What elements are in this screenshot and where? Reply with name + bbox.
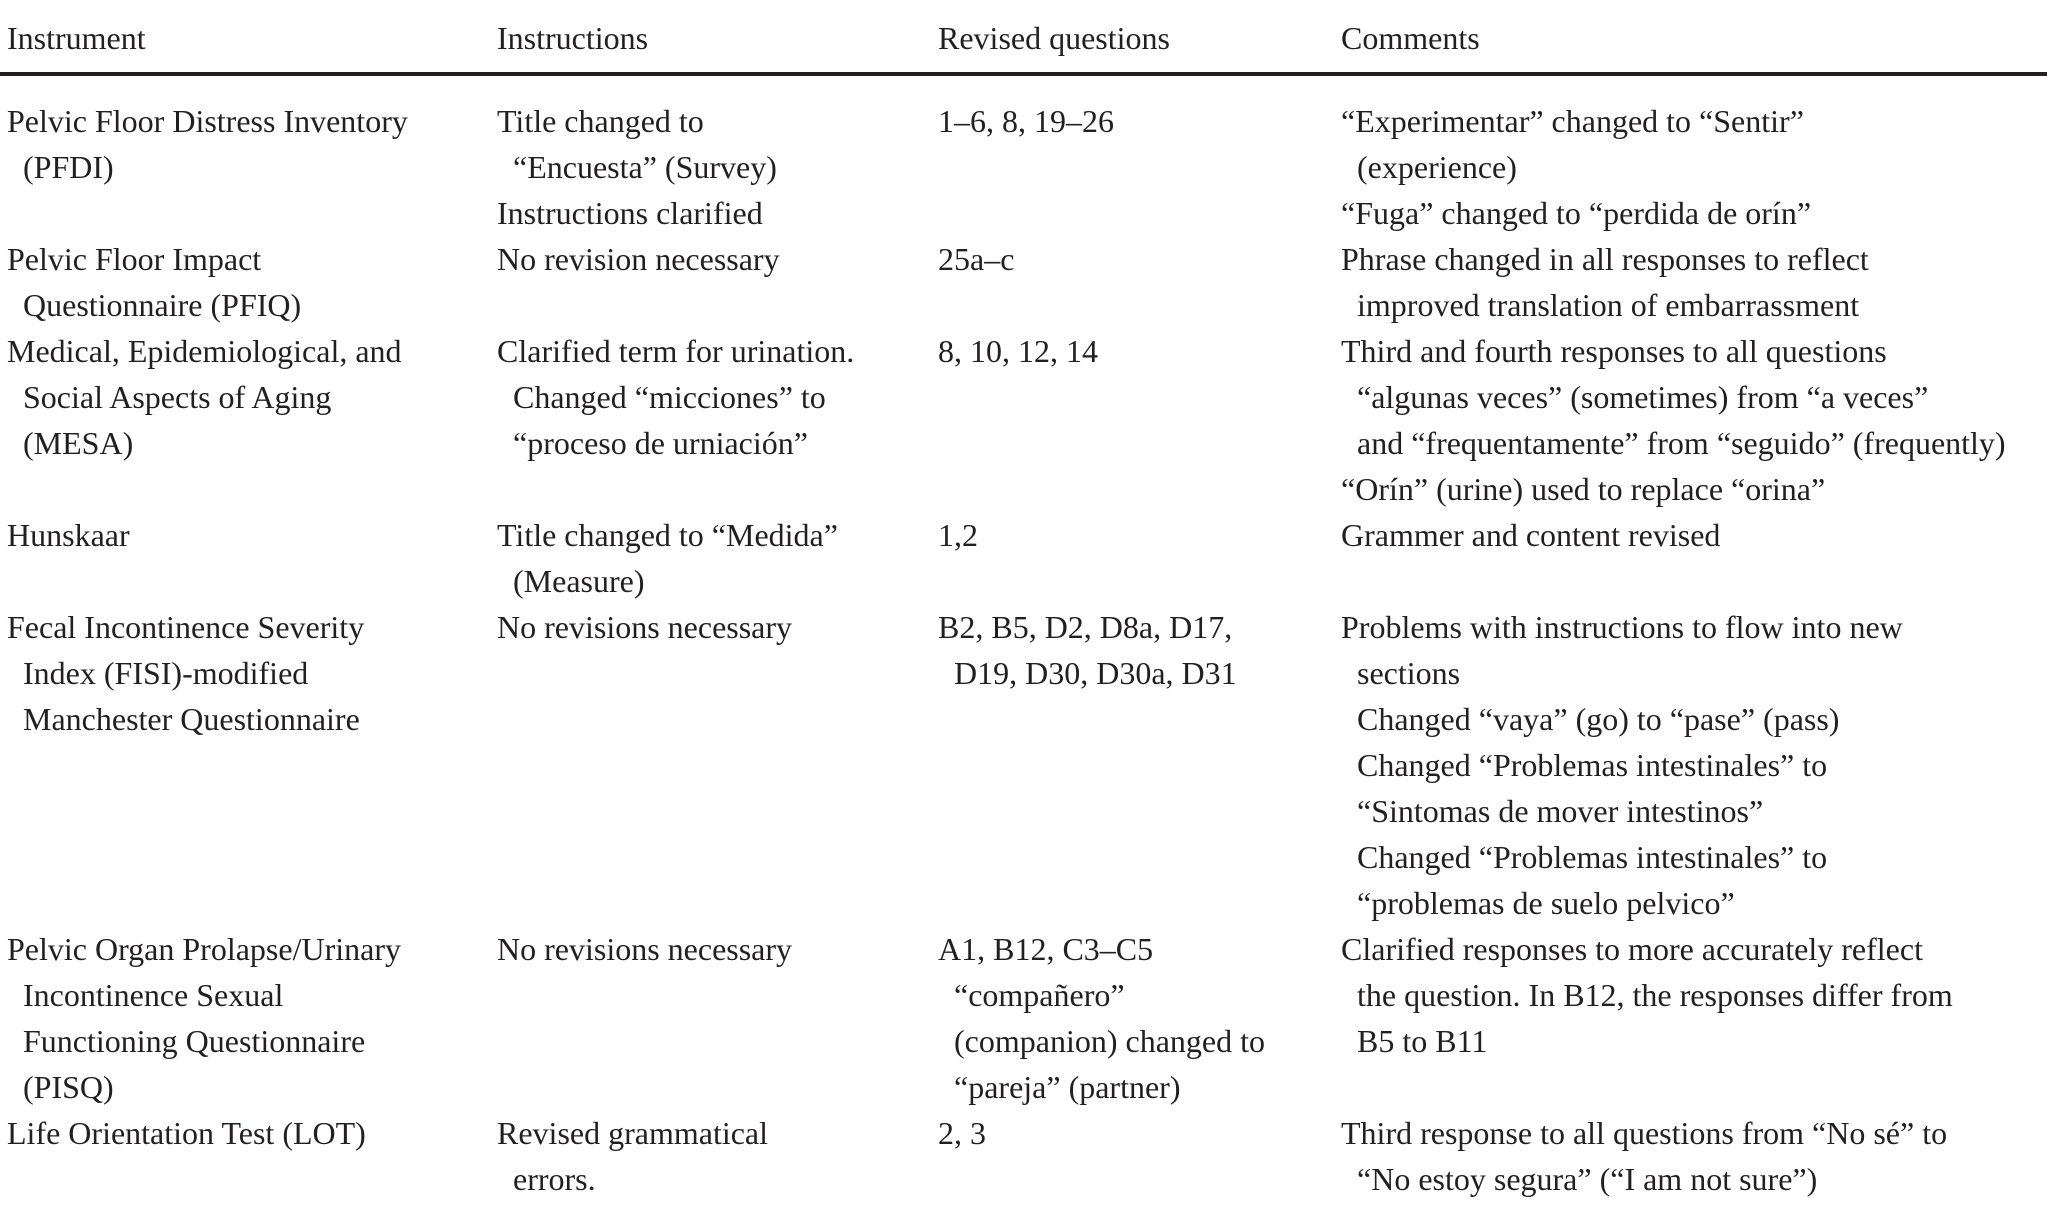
cell-line: “problemas de suelo pelvico”: [1341, 885, 1735, 921]
cell-line: B5 to B11: [1341, 1023, 1488, 1059]
cell-comments: [1341, 98, 1811, 236]
table-row: [0, 1110, 2047, 1202]
cell-line: “proceso de urniación”: [497, 425, 808, 461]
cell-line: “algunas veces” (sometimes) from “a veces”: [1341, 379, 1929, 415]
cell-line: Hunskaar: [7, 517, 130, 553]
cell-comments: [1341, 512, 1720, 558]
cell-line: Revised grammatical: [497, 1115, 769, 1151]
cell-line: (PFDI): [7, 149, 114, 185]
cell-instrument: [7, 1110, 366, 1156]
cell-line: the question. In B12, the responses differ from: [1341, 977, 1953, 1013]
cell-line: Problems with instructions to flow into new: [1341, 609, 1903, 645]
table-row: [0, 328, 2047, 512]
cell-line: 25a–c: [938, 241, 1015, 277]
cell-line: Incontinence Sexual: [7, 977, 284, 1013]
table-row: [0, 512, 2047, 604]
cell-instrument: [7, 98, 408, 190]
cell-line: errors.: [497, 1161, 596, 1197]
cell-line: Life Orientation Test (LOT): [7, 1115, 366, 1151]
cell-line: (PISQ): [7, 1069, 114, 1105]
cell-revised-questions: [938, 98, 1114, 144]
cell-line: Medical, Epidemiological, and: [7, 333, 402, 369]
cell-revised-questions: [938, 328, 1098, 374]
cell-line: Phrase changed in all responses to reflect: [1341, 241, 1869, 277]
cell-revised-questions: [938, 236, 1014, 282]
cell-line: Manchester Questionnaire: [7, 701, 360, 737]
cell-line: “Fuga” changed to “perdida de orín”: [1341, 195, 1812, 231]
table-row: [0, 98, 2047, 236]
cell-revised-questions: [938, 512, 978, 558]
cell-line: A1, B12, C3–C5: [938, 931, 1154, 967]
cell-line: Instructions clarified: [497, 195, 763, 231]
cell-line: 1,2: [938, 517, 978, 553]
cell-line: No revisions necessary: [497, 931, 793, 967]
cell-line: Pelvic Floor Distress Inventory: [7, 103, 408, 139]
cell-instrument: [7, 512, 130, 558]
cell-line: (MESA): [7, 425, 134, 461]
cell-line: D19, D30, D30a, D31: [938, 655, 1237, 691]
cell-instructions: [497, 98, 777, 236]
cell-line: “Sintomas de mover intestinos”: [1341, 793, 1764, 829]
cell-line: “Encuesta” (Survey): [497, 149, 777, 185]
cell-line: 2, 3: [938, 1115, 986, 1151]
cell-instructions: [497, 1110, 768, 1202]
cell-comments: [1341, 926, 1953, 1064]
table-body: [0, 98, 2047, 1202]
cell-line: (companion) changed to: [938, 1023, 1265, 1059]
cell-line: Changed “micciones” to: [497, 379, 826, 415]
cell-instrument: [7, 328, 402, 466]
table-header: [0, 0, 2047, 76]
cell-line: Changed “Problemas intestinales” to: [1341, 747, 1828, 783]
cell-line: improved translation of embarrassment: [1341, 287, 1860, 323]
cell-line: 8, 10, 12, 14: [938, 333, 1098, 369]
cell-instructions: [497, 512, 838, 604]
cell-instructions: [497, 926, 792, 972]
header-revised-questions: Revised questions: [938, 20, 1170, 56]
cell-line: sections: [1341, 655, 1461, 691]
cell-line: (Measure): [497, 563, 645, 599]
cell-revised-questions: [938, 926, 1265, 1110]
cell-line: Title changed to: [497, 103, 704, 139]
cell-instructions: [497, 236, 780, 282]
cell-line: Changed “vaya” (go) to “pase” (pass): [1341, 701, 1840, 737]
cell-line: Pelvic Organ Prolapse/Urinary: [7, 931, 401, 967]
cell-comments: [1341, 604, 1903, 926]
cell-line: “compañero”: [938, 977, 1125, 1013]
cell-line: Social Aspects of Aging: [7, 379, 332, 415]
cell-line: No revision necessary: [497, 241, 780, 277]
header-instructions: Instructions: [497, 20, 649, 56]
cell-line: No revisions necessary: [497, 609, 793, 645]
cell-revised-questions: [938, 1110, 986, 1156]
cell-line: Clarified responses to more accurately reflect: [1341, 931, 1923, 967]
cell-instructions: [497, 328, 854, 466]
cell-comments: [1341, 1110, 1947, 1202]
cell-line: Grammer and content revised: [1341, 517, 1721, 553]
cell-instrument: [7, 236, 301, 328]
table-row: [0, 926, 2047, 1110]
cell-line: “Experimentar” changed to “Sentir”: [1341, 103, 1804, 139]
header-comments: Comments: [1341, 20, 1480, 56]
cell-line: Pelvic Floor Impact: [7, 241, 262, 277]
cell-line: Title changed to “Medida”: [497, 517, 838, 553]
table-row: [0, 604, 2047, 926]
cell-line: Index (FISI)-modified: [7, 655, 309, 691]
cell-line: Changed “Problemas intestinales” to: [1341, 839, 1828, 875]
cell-line: “Orín” (urine) used to replace “orina”: [1341, 471, 1826, 507]
table-row: [0, 236, 2047, 328]
cell-line: and “frequentamente” from “seguido” (frequently): [1341, 425, 2006, 461]
cell-revised-questions: [938, 604, 1237, 696]
cell-line: Questionnaire (PFIQ): [7, 287, 302, 323]
cell-line: Functioning Questionnaire: [7, 1023, 366, 1059]
cell-line: Fecal Incontinence Severity: [7, 609, 365, 645]
cell-line: Clarified term for urination.: [497, 333, 855, 369]
cell-instructions: [497, 604, 792, 650]
cell-comments: [1341, 328, 2006, 512]
cell-line: “No estoy segura” (“I am not sure”): [1341, 1161, 1818, 1197]
cell-line: Third response to all questions from “No sé” to: [1341, 1115, 1948, 1151]
cell-instrument: [7, 926, 401, 1110]
cell-comments: [1341, 236, 1869, 328]
header-instrument: Instrument: [7, 20, 146, 56]
cell-line: Third and fourth responses to all questions: [1341, 333, 1887, 369]
cell-instrument: [7, 604, 364, 742]
cell-line: B2, B5, D2, D8a, D17,: [938, 609, 1233, 645]
cell-line: “pareja” (partner): [938, 1069, 1181, 1105]
cell-line: 1–6, 8, 19–26: [938, 103, 1114, 139]
cell-line: (experience): [1341, 149, 1517, 185]
